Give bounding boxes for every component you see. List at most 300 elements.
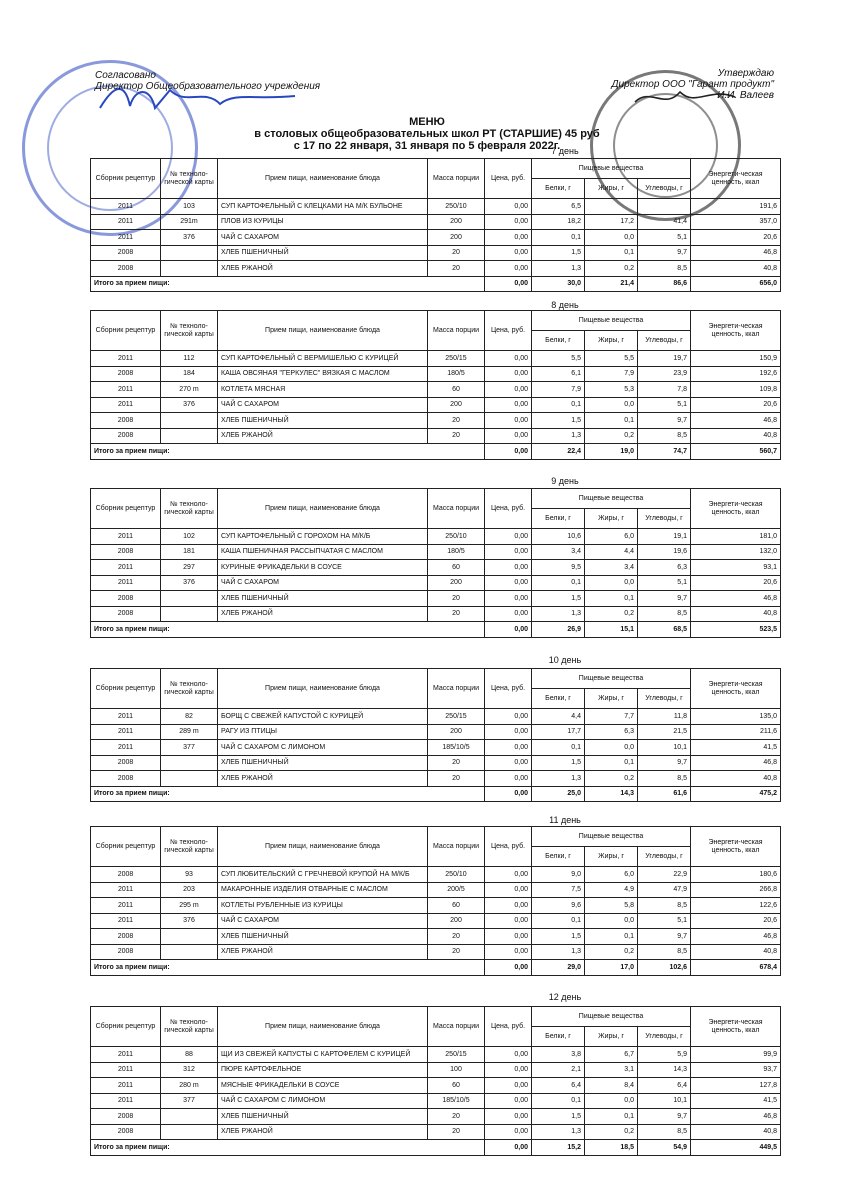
total-carbs: 74,7 — [638, 444, 691, 460]
total-label: Итого за прием пищи: — [91, 786, 485, 802]
cell-price: 0,00 — [485, 351, 532, 367]
menu-table — [90, 668, 781, 802]
header-tech-card: № техноло-гической карты — [161, 827, 218, 867]
cell-fat: 0,1 — [585, 1109, 638, 1125]
cell-carbs: 9,7 — [638, 929, 691, 945]
cell-price: 0,00 — [485, 591, 532, 607]
cell-mass: 20 — [428, 771, 485, 787]
header-fat: Жиры, г — [585, 689, 638, 709]
cell-mass: 250/15 — [428, 351, 485, 367]
cell-carbs: 22,9 — [638, 867, 691, 883]
cell-energy: 40,8 — [691, 606, 781, 622]
cell-tech-card — [161, 245, 218, 261]
cell-collection: 2011 — [91, 898, 161, 914]
total-price: 0,00 — [485, 960, 532, 976]
cell-dish: ПЮРЕ КАРТОФЕЛЬНОЕ — [218, 1062, 428, 1078]
total-protein: 25,0 — [532, 786, 585, 802]
table-row — [91, 913, 781, 929]
total-price: 0,00 — [485, 786, 532, 802]
cell-price: 0,00 — [485, 560, 532, 576]
cell-tech-card: 376 — [161, 230, 218, 246]
approval-left-line1: Согласовано — [95, 70, 156, 81]
total-price: 0,00 — [485, 444, 532, 460]
total-fat: 17,0 — [585, 960, 638, 976]
cell-collection: 2008 — [91, 1124, 161, 1140]
cell-energy: 109,8 — [691, 382, 781, 398]
cell-dish: КОТЛЕТЫ РУБЛЕННЫЕ ИЗ КУРИЦЫ — [218, 898, 428, 914]
cell-protein: 7,9 — [532, 382, 585, 398]
cell-mass: 185/10/5 — [428, 740, 485, 756]
cell-fat: 0,1 — [585, 413, 638, 429]
cell-fat: 0,2 — [585, 771, 638, 787]
cell-collection: 2008 — [91, 428, 161, 444]
menu-table — [90, 1006, 781, 1156]
cell-fat — [585, 199, 638, 215]
cell-mass: 20 — [428, 1109, 485, 1125]
cell-protein: 9,5 — [532, 560, 585, 576]
cell-dish: ХЛЕБ РЖАНОЙ — [218, 261, 428, 277]
cell-tech-card — [161, 929, 218, 945]
cell-carbs: 9,7 — [638, 591, 691, 607]
cell-tech-card: 88 — [161, 1047, 218, 1063]
cell-mass: 200 — [428, 913, 485, 929]
cell-mass: 20 — [428, 755, 485, 771]
total-protein: 22,4 — [532, 444, 585, 460]
day-label: 12 день — [548, 992, 582, 1002]
cell-price: 0,00 — [485, 214, 532, 230]
cell-fat: 4,9 — [585, 882, 638, 898]
cell-protein: 2,1 — [532, 1062, 585, 1078]
cell-dish: ЧАЙ С САХАРОМ — [218, 913, 428, 929]
cell-energy: 180,6 — [691, 867, 781, 883]
day-label: 9 день — [551, 476, 579, 486]
cell-carbs: 6,4 — [638, 1078, 691, 1094]
cell-carbs: 5,1 — [638, 575, 691, 591]
cell-energy: 192,6 — [691, 366, 781, 382]
cell-price: 0,00 — [485, 882, 532, 898]
cell-energy: 41,5 — [691, 1093, 781, 1109]
cell-fat: 0,1 — [585, 245, 638, 261]
cell-dish: ЧАЙ С САХАРОМ С ЛИМОНОМ — [218, 740, 428, 756]
total-label: Итого за прием пищи: — [91, 444, 485, 460]
header-dish: Прием пищи, наименование блюда — [218, 159, 428, 199]
table-row — [91, 724, 781, 740]
total-fat: 14,3 — [585, 786, 638, 802]
header-energy: Энергети-ческая ценность, ккал — [691, 489, 781, 529]
cell-dish: СУП КАРТОФЕЛЬНЫЙ С ГОРОХОМ НА М/К/Б — [218, 529, 428, 545]
cell-fat: 0,0 — [585, 1093, 638, 1109]
cell-carbs: 19,7 — [638, 351, 691, 367]
cell-fat: 0,1 — [585, 755, 638, 771]
cell-mass: 100 — [428, 1062, 485, 1078]
total-carbs: 54,9 — [638, 1140, 691, 1156]
cell-mass: 60 — [428, 560, 485, 576]
cell-collection: 2011 — [91, 1078, 161, 1094]
header-price: Цена, руб. — [485, 159, 532, 199]
header-fat: Жиры, г — [585, 1027, 638, 1047]
cell-dish: ХЛЕБ ПШЕНИЧНЫЙ — [218, 413, 428, 429]
cell-collection: 2011 — [91, 1062, 161, 1078]
cell-carbs: 8,5 — [638, 1124, 691, 1140]
total-fat: 21,4 — [585, 276, 638, 292]
cell-energy: 46,8 — [691, 413, 781, 429]
cell-price: 0,00 — [485, 1047, 532, 1063]
total-protein: 26,9 — [532, 622, 585, 638]
cell-tech-card: 280 m — [161, 1078, 218, 1094]
table-row — [91, 214, 781, 230]
total-energy: 678,4 — [691, 960, 781, 976]
cell-price: 0,00 — [485, 544, 532, 560]
cell-price: 0,00 — [485, 740, 532, 756]
cell-energy: 20,6 — [691, 397, 781, 413]
cell-price: 0,00 — [485, 1124, 532, 1140]
total-energy: 560,7 — [691, 444, 781, 460]
header-mass: Масса порции — [428, 827, 485, 867]
cell-energy: 122,6 — [691, 898, 781, 914]
cell-collection: 2008 — [91, 261, 161, 277]
cell-tech-card: 184 — [161, 366, 218, 382]
table-row — [91, 929, 781, 945]
table-row — [91, 1047, 781, 1063]
cell-protein: 1,5 — [532, 929, 585, 945]
cell-energy: 150,9 — [691, 351, 781, 367]
header-carbs: Углеводы, г — [638, 509, 691, 529]
title-line3: с 17 по 22 января, 31 января по 5 февраля 2022г. — [293, 140, 561, 152]
table-row — [91, 397, 781, 413]
cell-energy: 20,6 — [691, 230, 781, 246]
total-protein: 29,0 — [532, 960, 585, 976]
cell-fat: 0,0 — [585, 397, 638, 413]
header-energy: Энергети-ческая ценность, ккал — [691, 159, 781, 199]
cell-dish: ХЛЕБ ПШЕНИЧНЫЙ — [218, 929, 428, 945]
cell-mass: 20 — [428, 606, 485, 622]
cell-protein: 1,3 — [532, 606, 585, 622]
cell-dish: РАГУ ИЗ ПТИЦЫ — [218, 724, 428, 740]
table-row — [91, 230, 781, 246]
table-row — [91, 1124, 781, 1140]
cell-fat: 5,3 — [585, 382, 638, 398]
cell-collection: 2008 — [91, 771, 161, 787]
cell-tech-card: 203 — [161, 882, 218, 898]
cell-price: 0,00 — [485, 606, 532, 622]
table-row — [91, 944, 781, 960]
cell-energy: 191,6 — [691, 199, 781, 215]
cell-protein: 0,1 — [532, 575, 585, 591]
header-fat: Жиры, г — [585, 331, 638, 351]
cell-dish: КУРИНЫЕ ФРИКАДЕЛЬКИ В СОУСЕ — [218, 560, 428, 576]
cell-carbs: 8,5 — [638, 944, 691, 960]
header-fat: Жиры, г — [585, 509, 638, 529]
cell-energy: 127,8 — [691, 1078, 781, 1094]
total-fat: 15,1 — [585, 622, 638, 638]
cell-carbs: 7,8 — [638, 382, 691, 398]
total-protein: 15,2 — [532, 1140, 585, 1156]
cell-collection: 2011 — [91, 351, 161, 367]
table-row — [91, 261, 781, 277]
cell-price: 0,00 — [485, 1062, 532, 1078]
cell-dish: ЧАЙ С САХАРОМ — [218, 397, 428, 413]
total-carbs: 68,5 — [638, 622, 691, 638]
cell-carbs: 8,5 — [638, 606, 691, 622]
header-collection: Сборник рецептур — [91, 669, 161, 709]
cell-collection: 2011 — [91, 397, 161, 413]
cell-dish: КАША ПШЕНИЧНАЯ РАССЫПЧАТАЯ С МАСЛОМ — [218, 544, 428, 560]
cell-mass: 200 — [428, 230, 485, 246]
cell-price: 0,00 — [485, 382, 532, 398]
header-carbs: Углеводы, г — [638, 1027, 691, 1047]
cell-tech-card — [161, 261, 218, 277]
cell-mass: 200/5 — [428, 882, 485, 898]
header-mass: Масса порции — [428, 489, 485, 529]
cell-carbs: 5,1 — [638, 397, 691, 413]
cell-collection: 2011 — [91, 382, 161, 398]
cell-dish: ХЛЕБ РЖАНОЙ — [218, 944, 428, 960]
header-tech-card: № техноло-гической карты — [161, 159, 218, 199]
cell-price: 0,00 — [485, 929, 532, 945]
cell-dish: КОТЛЕТА МЯСНАЯ — [218, 382, 428, 398]
cell-fat: 17,2 — [585, 214, 638, 230]
cell-energy: 46,8 — [691, 591, 781, 607]
cell-protein: 1,3 — [532, 771, 585, 787]
table-row — [91, 1062, 781, 1078]
cell-fat: 6,7 — [585, 1047, 638, 1063]
cell-dish: ПЛОВ ИЗ КУРИЦЫ — [218, 214, 428, 230]
cell-mass: 250/10 — [428, 867, 485, 883]
cell-dish: ХЛЕБ РЖАНОЙ — [218, 1124, 428, 1140]
table-row — [91, 898, 781, 914]
cell-tech-card — [161, 944, 218, 960]
header-tech-card: № техноло-гической карты — [161, 1007, 218, 1047]
cell-energy: 357,0 — [691, 214, 781, 230]
cell-fat: 6,3 — [585, 724, 638, 740]
cell-tech-card — [161, 591, 218, 607]
table-row — [91, 560, 781, 576]
cell-mass: 200 — [428, 575, 485, 591]
cell-protein: 9,6 — [532, 898, 585, 914]
cell-protein: 7,5 — [532, 882, 585, 898]
table-row — [91, 245, 781, 261]
cell-dish: СУП КАРТОФЕЛЬНЫЙ С ВЕРМИШЕЛЬЮ С КУРИЦЕЙ — [218, 351, 428, 367]
total-energy: 475,2 — [691, 786, 781, 802]
cell-mass: 250/10 — [428, 199, 485, 215]
cell-collection: 2008 — [91, 944, 161, 960]
cell-collection: 2008 — [91, 1109, 161, 1125]
cell-fat: 0,0 — [585, 740, 638, 756]
cell-price: 0,00 — [485, 1093, 532, 1109]
cell-carbs — [638, 199, 691, 215]
cell-fat: 4,4 — [585, 544, 638, 560]
cell-tech-card: 295 m — [161, 898, 218, 914]
total-label: Итого за прием пищи: — [91, 622, 485, 638]
cell-carbs: 9,7 — [638, 413, 691, 429]
cell-energy: 132,0 — [691, 544, 781, 560]
cell-dish: ЧАЙ С САХАРОМ С ЛИМОНОМ — [218, 1093, 428, 1109]
cell-collection: 2011 — [91, 709, 161, 725]
cell-tech-card: 270 m — [161, 382, 218, 398]
menu-table — [90, 158, 781, 292]
cell-energy: 181,0 — [691, 529, 781, 545]
cell-price: 0,00 — [485, 755, 532, 771]
cell-protein: 0,1 — [532, 1093, 585, 1109]
cell-mass: 20 — [428, 261, 485, 277]
header-collection: Сборник рецептур — [91, 827, 161, 867]
header-dish: Прием пищи, наименование блюда — [218, 669, 428, 709]
cell-price: 0,00 — [485, 245, 532, 261]
cell-dish: БОРЩ С СВЕЖЕЙ КАПУСТОЙ С КУРИЦЕЙ — [218, 709, 428, 725]
cell-tech-card — [161, 1109, 218, 1125]
cell-carbs: 19,6 — [638, 544, 691, 560]
cell-dish: ХЛЕБ РЖАНОЙ — [218, 606, 428, 622]
table-row — [91, 428, 781, 444]
cell-carbs: 8,5 — [638, 771, 691, 787]
total-row — [91, 1140, 781, 1156]
document-title — [0, 116, 854, 152]
cell-price: 0,00 — [485, 724, 532, 740]
cell-tech-card: 112 — [161, 351, 218, 367]
cell-collection: 2008 — [91, 591, 161, 607]
cell-tech-card — [161, 606, 218, 622]
header-nutrients: Пищевые вещества — [532, 489, 691, 509]
cell-price: 0,00 — [485, 898, 532, 914]
header-collection: Сборник рецептур — [91, 1007, 161, 1047]
table-row — [91, 740, 781, 756]
day-label: 7 день — [551, 146, 579, 156]
cell-energy: 46,8 — [691, 245, 781, 261]
header-dish: Прием пищи, наименование блюда — [218, 311, 428, 351]
header-price: Цена, руб. — [485, 489, 532, 529]
table-row — [91, 529, 781, 545]
total-label: Итого за прием пищи: — [91, 1140, 485, 1156]
cell-mass: 180/5 — [428, 544, 485, 560]
cell-tech-card: 376 — [161, 397, 218, 413]
header-nutrients: Пищевые вещества — [532, 1007, 691, 1027]
cell-mass: 60 — [428, 1078, 485, 1094]
total-fat: 19,0 — [585, 444, 638, 460]
cell-fat: 7,7 — [585, 709, 638, 725]
cell-carbs: 6,3 — [638, 560, 691, 576]
cell-fat: 5,5 — [585, 351, 638, 367]
cell-dish: МАКАРОННЫЕ ИЗДЕЛИЯ ОТВАРНЫЕ С МАСЛОМ — [218, 882, 428, 898]
table-row — [91, 544, 781, 560]
cell-energy: 40,8 — [691, 261, 781, 277]
table-row — [91, 882, 781, 898]
total-label: Итого за прием пищи: — [91, 276, 485, 292]
day-label: 10 день — [548, 655, 582, 665]
cell-tech-card: 312 — [161, 1062, 218, 1078]
cell-mass: 60 — [428, 382, 485, 398]
cell-price: 0,00 — [485, 428, 532, 444]
cell-tech-card — [161, 413, 218, 429]
cell-fat: 0,2 — [585, 606, 638, 622]
cell-energy: 20,6 — [691, 913, 781, 929]
cell-price: 0,00 — [485, 529, 532, 545]
header-tech-card: № техноло-гической карты — [161, 489, 218, 529]
table-row — [91, 709, 781, 725]
cell-dish: ХЛЕБ ПШЕНИЧНЫЙ — [218, 755, 428, 771]
header-protein: Белки, г — [532, 689, 585, 709]
cell-collection: 2011 — [91, 230, 161, 246]
cell-price: 0,00 — [485, 709, 532, 725]
cell-mass: 200 — [428, 724, 485, 740]
cell-dish: ХЛЕБ ПШЕНИЧНЫЙ — [218, 591, 428, 607]
cell-protein: 3,8 — [532, 1047, 585, 1063]
cell-collection: 2011 — [91, 214, 161, 230]
cell-tech-card: 93 — [161, 867, 218, 883]
total-label: Итого за прием пищи: — [91, 960, 485, 976]
cell-carbs: 9,7 — [638, 755, 691, 771]
cell-fat: 6,0 — [585, 867, 638, 883]
cell-energy: 211,6 — [691, 724, 781, 740]
table-row — [91, 199, 781, 215]
cell-energy: 40,8 — [691, 771, 781, 787]
cell-collection: 2011 — [91, 575, 161, 591]
menu-table — [90, 488, 781, 638]
cell-energy: 40,8 — [691, 944, 781, 960]
header-carbs: Углеводы, г — [638, 331, 691, 351]
header-protein: Белки, г — [532, 847, 585, 867]
header-fat: Жиры, г — [585, 179, 638, 199]
approval-right-line2: Директор ООО "Гарант продукт" — [611, 79, 774, 90]
total-carbs: 102,6 — [638, 960, 691, 976]
day-label: 11 день — [549, 815, 581, 825]
cell-protein: 1,3 — [532, 944, 585, 960]
table-row — [91, 366, 781, 382]
header-energy: Энергети-ческая ценность, ккал — [691, 1007, 781, 1047]
cell-price: 0,00 — [485, 366, 532, 382]
cell-dish: ЧАЙ С САХАРОМ — [218, 575, 428, 591]
cell-energy: 46,8 — [691, 755, 781, 771]
cell-price: 0,00 — [485, 1109, 532, 1125]
cell-carbs: 9,7 — [638, 1109, 691, 1125]
header-dish: Прием пищи, наименование блюда — [218, 1007, 428, 1047]
cell-fat: 0,2 — [585, 944, 638, 960]
cell-carbs: 11,8 — [638, 709, 691, 725]
header-mass: Масса порции — [428, 669, 485, 709]
cell-dish: ХЛЕБ ПШЕНИЧНЫЙ — [218, 1109, 428, 1125]
cell-energy: 135,0 — [691, 709, 781, 725]
total-carbs: 61,6 — [638, 786, 691, 802]
cell-collection: 2008 — [91, 606, 161, 622]
cell-mass: 250/15 — [428, 1047, 485, 1063]
title-line2: в столовых общеобразовательных школ РТ (СТАРШИЕ) 45 руб — [254, 128, 600, 140]
table-row — [91, 382, 781, 398]
cell-mass: 20 — [428, 929, 485, 945]
cell-dish: ХЛЕБ РЖАНОЙ — [218, 771, 428, 787]
day-label: 8 день — [551, 300, 579, 310]
header-nutrients: Пищевые вещества — [532, 827, 691, 847]
cell-energy: 40,8 — [691, 1124, 781, 1140]
cell-price: 0,00 — [485, 944, 532, 960]
total-row — [91, 786, 781, 802]
header-collection: Сборник рецептур — [91, 159, 161, 199]
cell-collection: 2008 — [91, 245, 161, 261]
cell-carbs: 5,1 — [638, 913, 691, 929]
cell-collection: 2011 — [91, 882, 161, 898]
cell-carbs: 10,1 — [638, 1093, 691, 1109]
header-energy: Энергети-ческая ценность, ккал — [691, 827, 781, 867]
cell-carbs: 14,3 — [638, 1062, 691, 1078]
header-price: Цена, руб. — [485, 827, 532, 867]
cell-tech-card: 376 — [161, 575, 218, 591]
cell-protein: 1,5 — [532, 755, 585, 771]
cell-fat: 0,2 — [585, 428, 638, 444]
cell-protein: 6,5 — [532, 199, 585, 215]
header-carbs: Углеводы, г — [638, 179, 691, 199]
header-nutrients: Пищевые вещества — [532, 159, 691, 179]
cell-mass: 20 — [428, 245, 485, 261]
cell-fat: 0,0 — [585, 575, 638, 591]
cell-price: 0,00 — [485, 230, 532, 246]
